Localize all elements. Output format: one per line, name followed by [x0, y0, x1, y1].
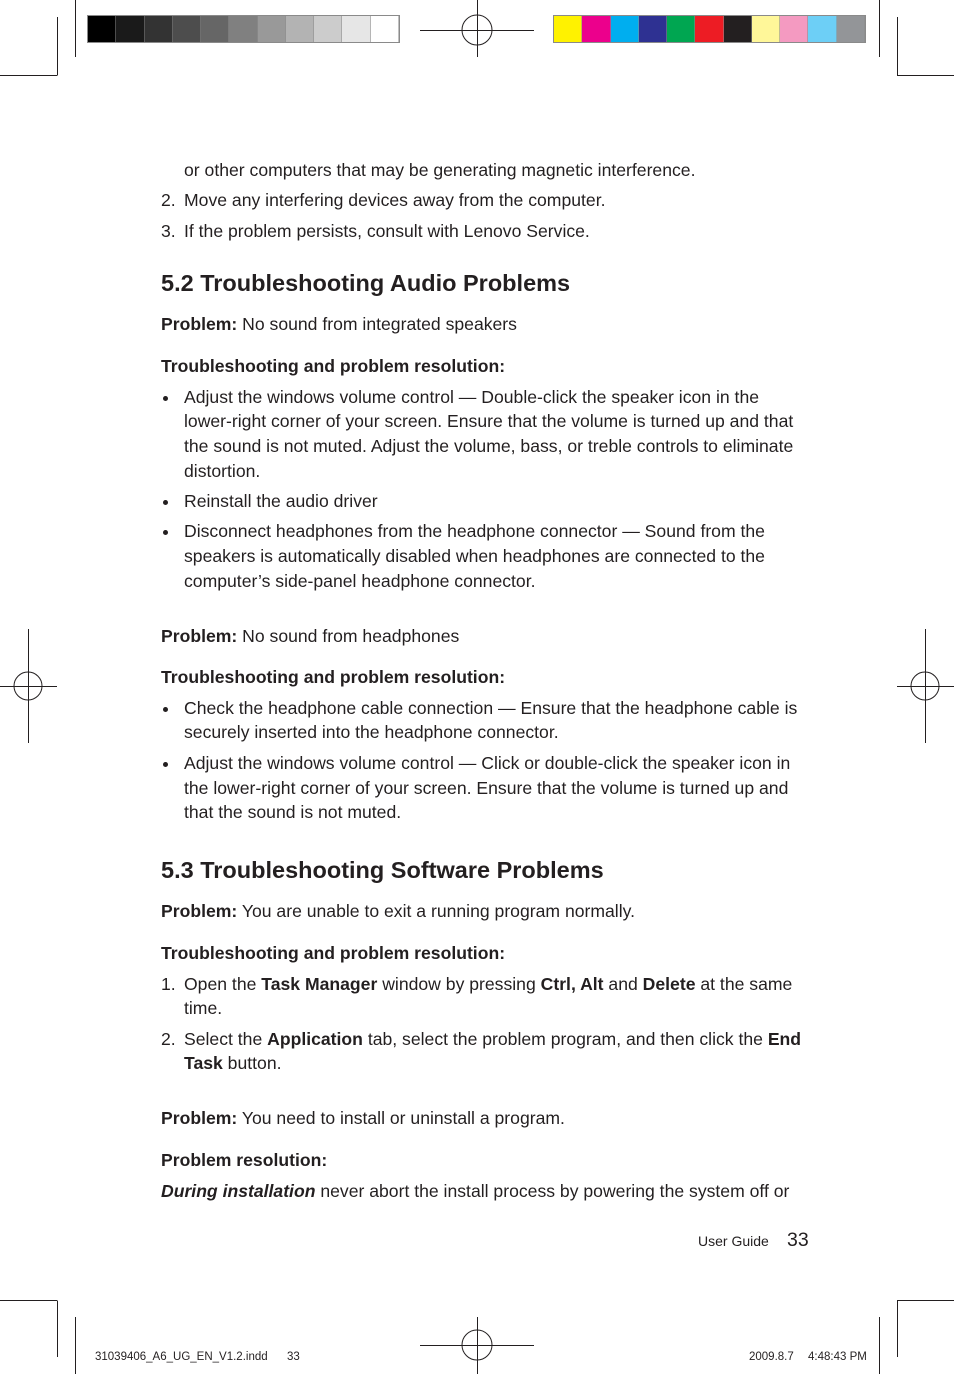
- color-patch: [582, 16, 610, 42]
- bullet-line: the sound is not muted. Adjust the volume, bass, or treble controls to eliminate: [184, 436, 794, 456]
- color-patch: [667, 16, 695, 42]
- body-text: never abort the install process by powering the system off or: [320, 1181, 790, 1201]
- grayscale-color-bar: [87, 15, 400, 43]
- step-number: 3.: [161, 221, 176, 241]
- registration-mark-top: [420, 0, 534, 57]
- bullet-line: securely inserted into the headphone connector.: [184, 722, 559, 742]
- slug-page-number: 33: [287, 1351, 300, 1363]
- color-patch: [145, 16, 173, 42]
- registration-mark-right: [897, 629, 954, 743]
- step-run: tab, select the problem program, and then click the: [362, 1029, 768, 1049]
- color-patch: [639, 16, 667, 42]
- problem-statement: [161, 899, 635, 923]
- problem-label: Problem:: [161, 1108, 238, 1128]
- slug-date: 2009.8.7: [749, 1351, 794, 1363]
- bullet-line: distortion.: [184, 461, 261, 481]
- registration-mark-bottom: [420, 1317, 534, 1374]
- color-patch: [116, 16, 144, 42]
- step-run: Open the: [184, 974, 262, 994]
- bullet-line: speakers is automatically disabled when headphones are connected to the: [184, 546, 765, 566]
- step-text: Move any interfering devices away from the computer.: [184, 190, 606, 210]
- bullet-marker: [163, 707, 168, 712]
- color-patch: [342, 16, 370, 42]
- key-ctrl-alt: Ctrl, Alt: [540, 974, 604, 994]
- bullet-marker: [163, 396, 168, 401]
- color-patch: [286, 16, 314, 42]
- ui-term-task-manager: Task Manager: [261, 974, 378, 994]
- problem-statement: [161, 624, 459, 648]
- section-heading-audio: 5.2 Troubleshooting Audio Problems: [161, 270, 571, 296]
- problem-text: You are unable to exit a running program normally.: [241, 901, 636, 921]
- color-patch: [173, 16, 201, 42]
- color-patch: [314, 16, 342, 42]
- problem-statement: [161, 312, 517, 336]
- step-number: 1.: [161, 974, 176, 994]
- emphasis-lead: During installation: [161, 1181, 316, 1201]
- step-text: If the problem persists, consult with Lenovo Service.: [184, 221, 590, 241]
- color-patch: [371, 16, 399, 42]
- color-patch: [258, 16, 286, 42]
- step-line: [184, 972, 792, 996]
- process-color-bar: [553, 15, 866, 43]
- ui-term-end-task: End: [767, 1029, 802, 1049]
- step-run: Select the: [184, 1029, 268, 1049]
- footer-guide-label: User Guide: [698, 1233, 769, 1249]
- step-run: and: [603, 974, 643, 994]
- problem-label: Problem:: [161, 314, 238, 334]
- color-patch: [808, 16, 836, 42]
- step-number: 2.: [161, 190, 176, 210]
- problem-statement: [161, 1106, 565, 1130]
- ui-term-application: Application: [267, 1029, 363, 1049]
- bullet-line: Reinstall the audio driver: [184, 491, 378, 511]
- problem-label: Problem:: [161, 626, 238, 646]
- step-line: [184, 1051, 282, 1075]
- bullet-line: Check the headphone cable connection — Ensure that the headphone cable is: [184, 698, 798, 718]
- ui-term-end-task: Task: [184, 1053, 223, 1073]
- step-run: button.: [222, 1053, 282, 1073]
- bullet-line: that the sound is not muted.: [184, 802, 402, 822]
- problem-label: Problem:: [161, 901, 238, 921]
- resolution-heading: Troubleshooting and problem resolution:: [161, 356, 506, 376]
- step-run: at the same: [695, 974, 793, 994]
- registration-mark-left: [0, 629, 57, 743]
- resolution-heading: Problem resolution:: [161, 1150, 328, 1170]
- color-patch: [229, 16, 257, 42]
- color-patch: [554, 16, 582, 42]
- step-line: [184, 996, 222, 1020]
- bullet-line: lower-right corner of your screen. Ensure that the volume is turned up and that: [184, 411, 794, 431]
- slug-file-name: 31039406_A6_UG_EN_V1.2.indd: [95, 1351, 268, 1363]
- problem-text: You need to install or uninstall a program.: [241, 1108, 565, 1128]
- key-delete: Delete: [642, 974, 696, 994]
- section-heading-software: 5.3 Troubleshooting Software Problems: [161, 857, 604, 883]
- list-continuation: or other computers that may be generating magnetic interference.: [184, 160, 696, 180]
- step-run: time.: [184, 998, 223, 1018]
- color-patch: [611, 16, 639, 42]
- color-patch: [695, 16, 723, 42]
- resolution-heading: Troubleshooting and problem resolution:: [161, 667, 506, 687]
- problem-text: No sound from integrated speakers: [242, 314, 517, 334]
- bullet-marker: [163, 530, 168, 535]
- bullet-line: Adjust the windows volume control — Double-click the speaker icon in the: [184, 387, 760, 407]
- bullet-line: computer’s side-panel headphone connector.: [184, 571, 536, 591]
- color-patch: [837, 16, 865, 42]
- color-patch: [201, 16, 229, 42]
- resolution-heading: Troubleshooting and problem resolution:: [161, 943, 506, 963]
- bullet-line: Disconnect headphones from the headphone connector — Sound from the: [184, 521, 765, 541]
- bullet-line: Adjust the windows volume control — Click or double-click the speaker icon in: [184, 753, 791, 773]
- slug-time: 4:48:43 PM: [808, 1351, 867, 1363]
- bullet-line: the lower-right corner of your screen. Ensure that the volume is turned up and: [184, 778, 789, 798]
- step-line: [184, 1027, 801, 1051]
- color-patch: [752, 16, 780, 42]
- color-patch: [724, 16, 752, 42]
- step-number: 2.: [161, 1029, 176, 1049]
- page-number: 33: [787, 1229, 809, 1251]
- color-patch: [88, 16, 116, 42]
- color-patch: [780, 16, 808, 42]
- step-run: window by pressing: [377, 974, 541, 994]
- bullet-marker: [163, 762, 168, 767]
- body-paragraph: [161, 1179, 789, 1203]
- bullet-marker: [163, 500, 168, 505]
- problem-text: No sound from headphones: [242, 626, 460, 646]
